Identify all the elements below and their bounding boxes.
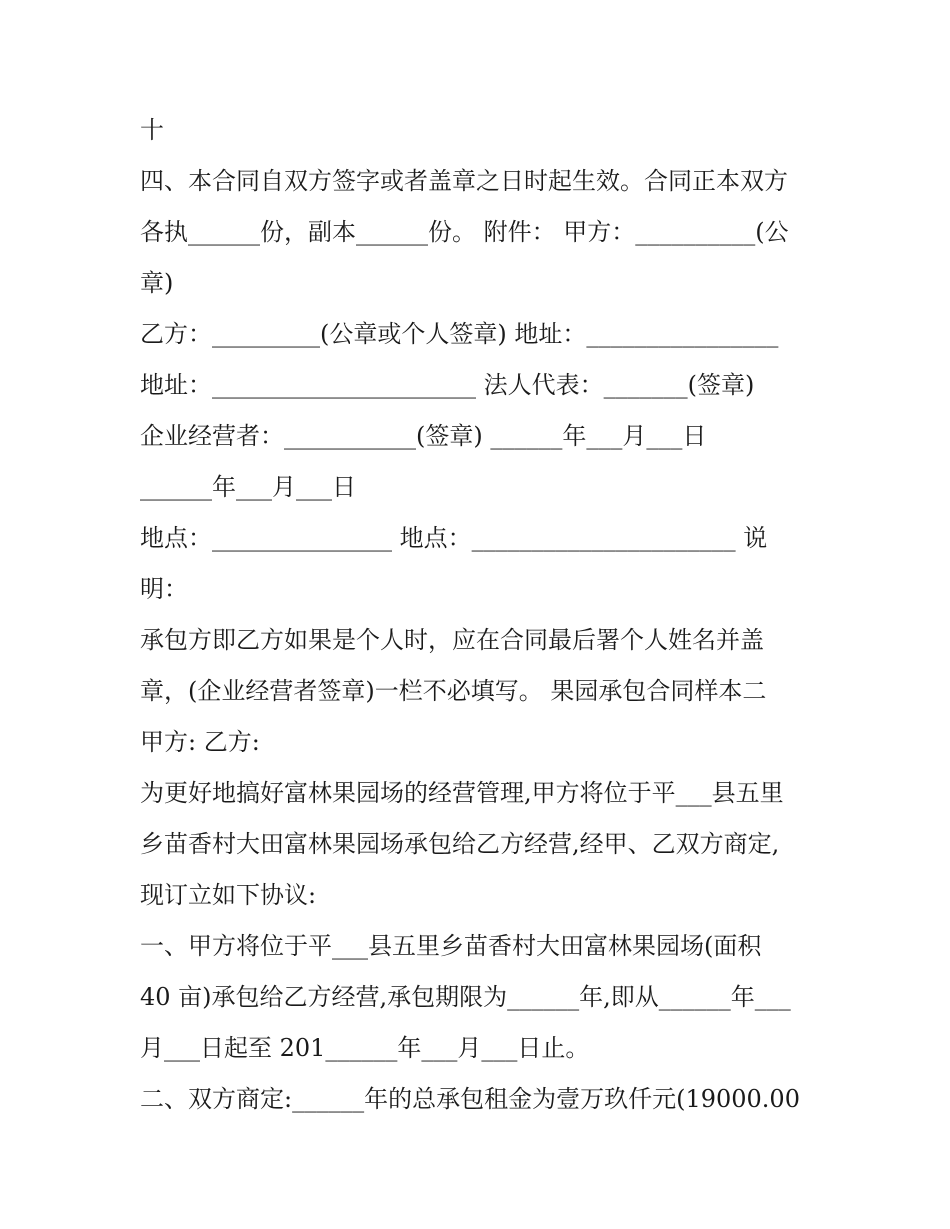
text-line: 为更好地搞好富林果园场的经营管理,甲方将位于平___县五里: [140, 779, 784, 807]
document-body: [140, 105, 820, 1125]
text-line: 明：: [140, 575, 188, 603]
text-line: 各执______份，副本______份。 附件： 甲方：__________(公: [140, 218, 789, 246]
text-line: 40 亩)承包给乙方经营,承包期限为______年,即从______年___: [140, 983, 791, 1011]
text-line: 企业经营者：___________(签章) ______年___月___日: [140, 422, 707, 450]
text-line: 地址：______________________ 法人代表：_______(签章): [140, 371, 755, 399]
text-line: 乡苗香村大田富林果园场承包给乙方经营,经甲、乙双方商定,: [140, 830, 780, 858]
text-line: 二、双方商定:______年的总承包租金为壹万玖仟元(19000.00: [140, 1085, 800, 1113]
text-line: 甲方: 乙方:: [140, 728, 260, 756]
text-line: ______年___月___日: [140, 473, 356, 501]
text-line: 十: [140, 116, 164, 144]
text-line: 乙方：_________(公章或个人签章) 地址：________________: [140, 320, 779, 348]
text-line: 章): [140, 269, 174, 297]
text-line: 月___日起至 201______年___月___日止。: [140, 1034, 590, 1062]
text-line: 一、甲方将位于平___县五里乡苗香村大田富林果园场(面积: [140, 932, 762, 960]
text-line: 现订立如下协议:: [140, 881, 317, 909]
text-line: 章，(企业经营者签章)一栏不必填写。 果园承包合同样本二: [140, 677, 767, 705]
text-line: 承包方即乙方如果是个人时，应在合同最后署个人姓名并盖: [140, 626, 764, 654]
text-line: 地点：_______________ 地点：______________________ 说: [140, 524, 768, 552]
text-line: 四、本合同自双方签字或者盖章之日时起生效。合同正本双方: [140, 167, 788, 195]
